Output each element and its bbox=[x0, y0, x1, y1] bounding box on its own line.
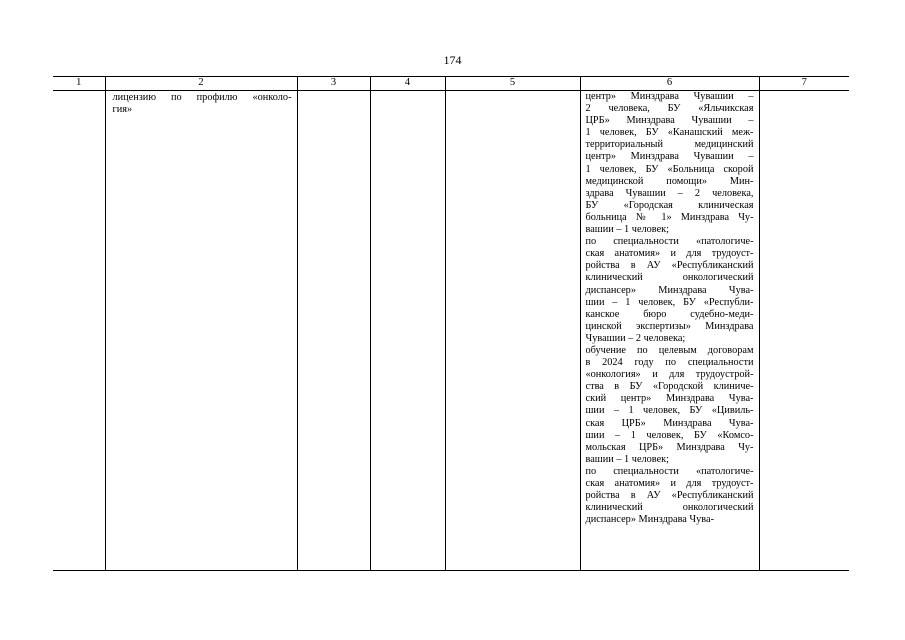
text-line: ства в БУ «Городской клиниче- bbox=[585, 381, 754, 393]
text-line: медицинской помощи» Мин- bbox=[585, 175, 754, 187]
cell-col-3 bbox=[297, 91, 370, 571]
text-line: по специальности «патологиче- bbox=[585, 465, 754, 477]
cell-col-1 bbox=[53, 91, 105, 571]
text-line: клинический онкологический bbox=[585, 502, 754, 514]
page-number: 174 bbox=[443, 53, 462, 67]
cell-col-4 bbox=[370, 91, 445, 571]
text-line: больница № 1» Минздрава Чу- bbox=[585, 211, 754, 223]
text-line: диспансер» Минздрава Чува- bbox=[585, 514, 714, 526]
text-line: ройства в АУ «Республиканский bbox=[585, 260, 754, 272]
column-header-5: 5 bbox=[445, 77, 580, 91]
column-header-3: 3 bbox=[297, 77, 370, 91]
table-row bbox=[53, 91, 849, 571]
text-line: ская ЦРБ» Минздрава Чува- bbox=[585, 417, 754, 429]
document-table bbox=[53, 76, 849, 571]
text-line: шии – 1 человек, БУ «Республи- bbox=[585, 296, 754, 308]
text-line: ройства в АУ «Республиканский bbox=[585, 490, 754, 502]
text-line: здрава Чувашии – 2 человека, bbox=[585, 187, 754, 199]
text-line: вашии – 1 человек; bbox=[585, 453, 670, 465]
text-line: 1 человек, БУ «Больница скорой bbox=[585, 163, 754, 175]
text-line: ский центр» Минздрава Чува- bbox=[585, 393, 754, 405]
text-line: цинской экспертизы» Минздрава bbox=[585, 320, 754, 332]
text-line: 2 человека, БУ «Яльчикская bbox=[585, 103, 754, 115]
text-line: ская анатомия» и для трудоуст- bbox=[585, 478, 754, 489]
text-line: БУ «Городская клиническая bbox=[585, 199, 754, 211]
cell-col-6 bbox=[580, 91, 759, 571]
text-line: в 2024 году по специальности bbox=[585, 357, 754, 369]
header-row bbox=[53, 77, 849, 91]
cell-col-5 bbox=[445, 91, 580, 571]
cell-col-7 bbox=[759, 91, 849, 571]
text-line: вашии – 1 человек; bbox=[585, 224, 670, 236]
column-header-6: 6 bbox=[580, 77, 759, 91]
text-line: шии – 1 человек, БУ «Цивиль- bbox=[585, 405, 754, 417]
text-line: ская анатомия» и для трудоуст- bbox=[585, 248, 754, 260]
text-line: по специальности «патологиче- bbox=[585, 236, 754, 248]
text-line: ЦРБ» Минздрава Чувашии – bbox=[585, 115, 754, 127]
column-header-7: 7 bbox=[759, 77, 849, 91]
text-line: Чувашии – 2 человека; bbox=[585, 332, 686, 344]
text-line: шии – 1 человек, БУ «Комсо- bbox=[585, 429, 754, 441]
text-line: мольская ЦРБ» Минздрава Чу- bbox=[585, 441, 754, 453]
text-line: «онкология» и для трудоустрой- bbox=[585, 369, 754, 381]
text-line: обучение по целевым договорам bbox=[585, 344, 754, 356]
column-header-2: 2 bbox=[105, 77, 297, 91]
text-line: центр» Минздрава Чувашии – bbox=[585, 151, 754, 163]
text-line: диспансер» Минздрава Чува- bbox=[585, 284, 754, 296]
text-line: территориальный медицинский bbox=[585, 139, 754, 151]
column-header-4: 4 bbox=[370, 77, 445, 91]
column-header-1: 1 bbox=[53, 77, 105, 91]
text-line: канское бюро судебно-меди- bbox=[585, 308, 754, 320]
text-line: гия» bbox=[112, 104, 133, 116]
cell-col-2 bbox=[105, 91, 297, 571]
text-line: центр» Минздрава Чувашии – bbox=[585, 91, 754, 102]
text-line: лицензию по профилю «онколо- bbox=[112, 92, 292, 103]
text-line: клинический онкологический bbox=[585, 272, 754, 284]
text-line: 1 человек, БУ «Канашский меж- bbox=[585, 127, 754, 139]
